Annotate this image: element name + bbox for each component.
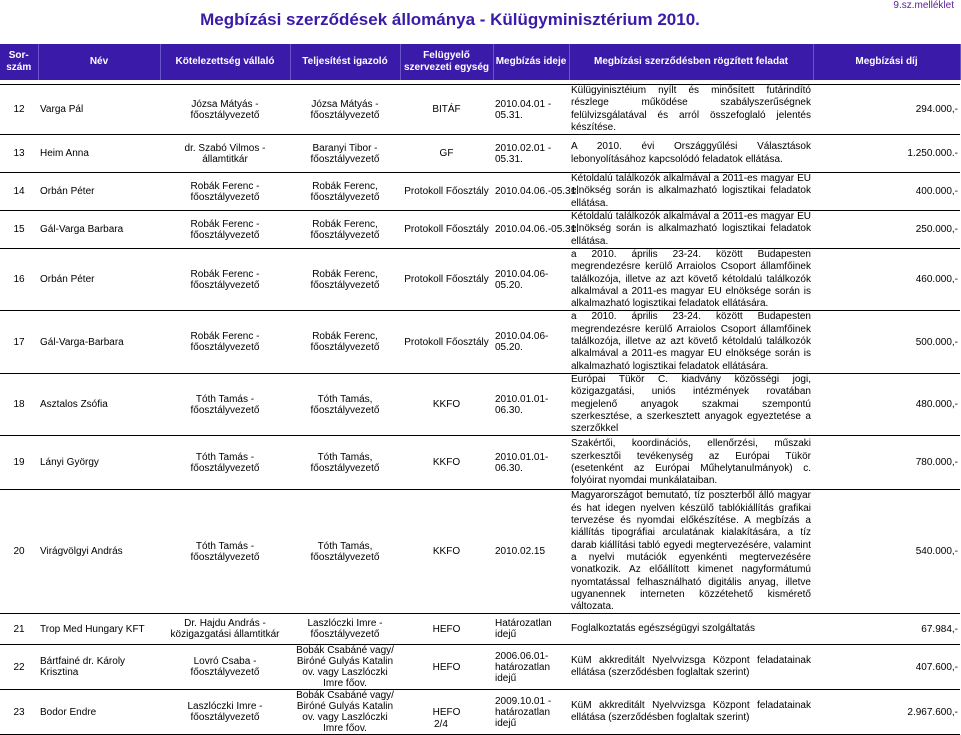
table-row — [0, 211, 960, 249]
cell-period: 2010.04.06.-05.31. — [493, 211, 569, 249]
cell-verify: Robák Ferenc, főosztályvezető — [290, 311, 400, 373]
cell-period: Határozatlan idejű — [493, 614, 569, 645]
cell-unit: BITÁF — [400, 85, 493, 135]
cell-unit: Protokoll Főosztály — [400, 211, 493, 249]
cell-num: 21 — [0, 614, 38, 645]
cell-fee: 480.000,- — [813, 373, 960, 435]
cell-task: Európai Tükör C. kiadvány közösségi jogi, közigazgatási, uniós intézmények rovatában megjelenő anyagok szakmai szempontú szerkesztése, a szerkesztett anyagok egyeztetése a szerzőkkel — [571, 373, 811, 435]
cell-task: KüM akkreditált Nyelvvizsga Központ feladatainak ellátása (szerződésben foglaltak szerint) — [569, 690, 813, 735]
cell-period: 2010.04.06.-05.31. — [493, 173, 569, 211]
cell-verify: Robák Ferenc, főosztályvezető — [290, 211, 400, 249]
cell-name: Trop Med Hungary KFT — [38, 614, 160, 645]
cell-task: Magyarországot bemutató, tíz poszterből álló magyar és hat idegen nyelven készülő tablókiállítás grafikai tervezése és nyomdai előkészítése. A megbízás a kiállítás tipográfiai arculatának kialakítására, a tíz darab kiállítási tabló egyedi megtervezésére, valamint a nyelvi mutációk egyenkénti megtervezésére vonatkozik. Az előállított kimenet nagyformátumú nyomtatással felhasználható digitális anyag, illetve ugyanennek interneten közzétehető kismérető változata. — [571, 490, 811, 613]
cell-verify: Robák Ferenc, főosztályvezető — [290, 248, 400, 310]
col-fee: Megbízási díj — [813, 44, 960, 80]
cell-name: Gál-Varga-Barbara — [38, 311, 160, 373]
table-row — [0, 614, 960, 645]
cell-period: 2010.02.15 — [493, 490, 569, 614]
cell-unit: GF — [400, 135, 493, 173]
cell-commit: Robák Ferenc - főosztályvezető — [160, 311, 290, 373]
cell-name: Gál-Varga Barbara — [38, 211, 160, 249]
cell-num: 14 — [0, 173, 38, 211]
cell-name: Heim Anna — [38, 135, 160, 173]
col-unit: Felügyelő szervezeti egység — [400, 44, 493, 80]
cell-num: 13 — [0, 135, 38, 173]
table-row — [0, 248, 960, 310]
col-name: Név — [38, 44, 160, 80]
table-row — [0, 85, 960, 135]
cell-fee: 540.000,- — [813, 490, 960, 614]
cell-unit: Protokoll Főosztály — [400, 173, 493, 211]
cell-name: Bártfainé dr. Károly Krisztina — [38, 645, 160, 690]
table-row — [0, 690, 960, 735]
cell-verify: Tóth Tamás, főosztályvezető — [290, 436, 400, 490]
cell-verify: Tóth Tamás, főosztályvezető — [290, 373, 400, 435]
cell-name: Orbán Péter — [38, 173, 160, 211]
cell-verify: Bobák Csabáné vagy/ Biróné Gulyás Katalin ov. vagy Laszlóczki Imre főov. — [290, 690, 400, 735]
cell-commit: Robák Ferenc - főosztályvezető — [160, 248, 290, 310]
cell-fee: 500.000,- — [813, 311, 960, 373]
cell-num: 18 — [0, 373, 38, 435]
table-row — [0, 490, 960, 614]
cell-fee: 460.000,- — [813, 248, 960, 310]
cell-fee: 294.000,- — [813, 85, 960, 135]
table-row — [0, 173, 960, 211]
cell-unit: HEFO — [400, 614, 493, 645]
cell-fee: 2.967.600,- — [813, 690, 960, 735]
col-task: Megbízási szerződésben rögzített feladat — [569, 44, 813, 80]
cell-num: 17 — [0, 311, 38, 373]
cell-commit: Tóth Tamás - főosztályvezető — [160, 490, 290, 614]
cell-task: a 2010. április 23-24. között Budapesten megrendezésre kerülő Arraiolos Csoport államfőinek találkozója, illetve az azt követő kétoldalú találkozók alkalmával a 2011-es magyar EU elnöksége során is alkalmazható logisztikai feladatok ellátására. — [571, 248, 811, 310]
page-number: 2/4 — [434, 719, 448, 730]
cell-name: Virágvölgyi András — [38, 490, 160, 614]
table-row — [0, 311, 960, 373]
cell-task: Szakértői, koordinációs, ellenőrzési, műszaki szerkesztői tevékenység az Európai Tükör (esetenként az Európai Műhelytanulmányok) c. folyóirat nyomdai munkálataiban. — [569, 436, 813, 490]
cell-verify: Józsa Mátyás - főosztályvezető — [290, 85, 400, 135]
cell-unit: Protokoll Főosztály — [400, 248, 493, 310]
cell-commit: Tóth Tamás - főosztályvezető — [160, 436, 290, 490]
cell-task: Kétoldalú találkozók alkalmával a 2011-es magyar EU elnökség során is alkalmazható logisztikai feladatok ellátása. — [571, 173, 811, 209]
cell-commit: Dr. Hajdu András - közigazgatási államtitkár — [160, 614, 290, 645]
cell-commit: Lovró Csaba - főosztályvezető — [160, 645, 290, 690]
cell-unit: HEFO — [400, 645, 493, 690]
cell-name: Bodor Endre — [38, 690, 160, 735]
cell-period: 2010.01.01-06.30. — [493, 373, 569, 435]
cell-name: Orbán Péter — [38, 248, 160, 310]
cell-name: Varga Pál — [38, 85, 160, 135]
col-verify: Teljesítést igazoló — [290, 44, 400, 80]
cell-commit: Robák Ferenc - főosztályvezető — [160, 173, 290, 211]
cell-period: 2009.10.01 - határozatlan idejű — [493, 690, 569, 735]
cell-num: 20 — [0, 490, 38, 614]
table-body — [0, 80, 960, 735]
table-row — [0, 436, 960, 490]
cell-verify: Baranyi Tibor - főosztályvezető — [290, 135, 400, 173]
cell-fee: 400.000,- — [813, 173, 960, 211]
cell-commit: Józsa Mátyás - főosztályvezető — [160, 85, 290, 135]
table-row — [0, 645, 960, 690]
cell-verify: Robák Ferenc, főosztályvezető — [290, 173, 400, 211]
cell-task: Kétoldalú találkozók alkalmával a 2011-es magyar EU elnökség során is alkalmazható logisztikai feladatok ellátása. — [571, 211, 811, 247]
cell-name: Lányi György — [38, 436, 160, 490]
cell-task: Külügyinisztéium nyílt és minősített futárindító részlege működése szabályszerűségnek felülvizsgálatával és arról összefoglaló jelentés készítése. — [571, 85, 811, 133]
cell-num: 15 — [0, 211, 38, 249]
table-header-row — [0, 44, 960, 80]
col-commit: Kötelezettség vállaló — [160, 44, 290, 80]
cell-unit: KKFO — [400, 490, 493, 614]
cell-task: KüM akkreditált Nyelvvizsga Központ feladatainak ellátása (szerződésben foglaltak szerint) — [569, 645, 813, 690]
col-num: Sor- szám — [0, 44, 38, 80]
col-period: Megbízás ideje — [493, 44, 569, 80]
cell-commit: Laszlóczki Imre - főosztályvezető — [160, 690, 290, 735]
cell-fee: 67.984,- — [813, 614, 960, 645]
cell-num: 23 — [0, 690, 38, 735]
cell-task: A 2010. évi Országgyűlési Választások lebonyolításához kapcsolódó feladatok ellátása. — [569, 135, 813, 173]
cell-num: 19 — [0, 436, 38, 490]
cell-name: Asztalos Zsófia — [38, 373, 160, 435]
cell-task: Foglalkoztatás egészségügyi szolgáltatás — [569, 614, 813, 645]
cell-commit: Tóth Tamás - főosztályvezető — [160, 373, 290, 435]
cell-num: 12 — [0, 85, 38, 135]
cell-period: 2010.04.01 - 05.31. — [493, 85, 569, 135]
table-row — [0, 373, 960, 435]
cell-unit: KKFO — [400, 373, 493, 435]
contracts-table — [0, 44, 961, 735]
cell-period: 2010.04.06-05.20. — [493, 248, 569, 310]
cell-verify: Laszlóczki Imre - főosztályvezető — [290, 614, 400, 645]
cell-fee: 407.600,- — [813, 645, 960, 690]
cell-verify: Tóth Tamás, főosztályvezető — [290, 490, 400, 614]
cell-num: 22 — [0, 645, 38, 690]
cell-fee: 780.000,- — [813, 436, 960, 490]
cell-period: 2006.06.01- határozatlan idejű — [493, 645, 569, 690]
annex-note: 9.sz.melléklet — [893, 0, 954, 11]
cell-unit: Protokoll Főosztály — [400, 311, 493, 373]
cell-period: 2010.01.01-06.30. — [493, 436, 569, 490]
page-title: Megbízási szerződések állománya - Külügyminisztérium 2010. — [200, 10, 700, 29]
cell-verify: Bobák Csabáné vagy/ Biróné Gulyás Katalin ov. vagy Laszlóczki Imre főov. — [290, 645, 400, 690]
cell-task: a 2010. április 23-24. között Budapesten megrendezésre kerülő Arraiolos Csoport államfőinek találkozója, illetve az azt követő kétoldalú találkozók alkalmával a 2011-es magyar EU elnöksége során is alkalmazható logisztikai feladatok ellátására. — [571, 311, 811, 372]
cell-commit: dr. Szabó Vilmos - államtitkár — [160, 135, 290, 173]
cell-unit: KKFO — [400, 436, 493, 490]
cell-unit: HEFO — [400, 690, 493, 735]
cell-fee: 1.250.000.- — [813, 135, 960, 173]
table-row — [0, 135, 960, 173]
cell-period: 2010.02.01 - 05.31. — [493, 135, 569, 173]
cell-commit: Robák Ferenc - főosztályvezető — [160, 211, 290, 249]
cell-period: 2010.04.06-05.20. — [493, 311, 569, 373]
cell-num: 16 — [0, 248, 38, 310]
cell-fee: 250.000,- — [813, 211, 960, 249]
